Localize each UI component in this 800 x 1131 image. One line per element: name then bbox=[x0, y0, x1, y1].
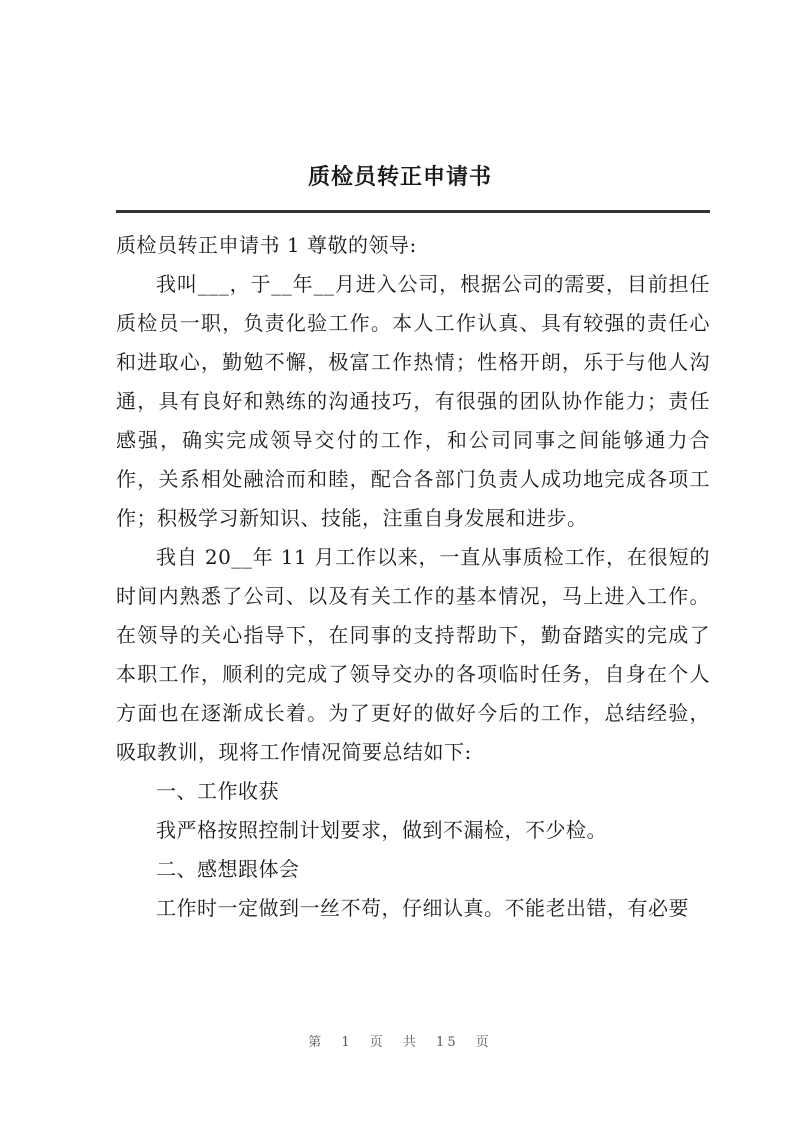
title-divider bbox=[116, 210, 710, 213]
introduction-paragraph: 我叫___，于__年__月进入公司，根据公司的需要，目前担任质检员一职，负责化验工作。本人工作认真、具有较强的责任心和进取心，勤勉不懈，极富工作热情；性格开朗，乐于与他人沟通，具有良好和熟练的沟通技巧，有很强的团队协作能力；责任感强，确实完成领导交付的工作，和公司同事之间能够通力合作，关系相处融洽而和睦，配合各部门负责人成功地完成各项工作；积极学习新知识、技能，注重自身发展和进步。 bbox=[116, 272, 710, 530]
reflections-paragraph: 工作时一定做到一丝不苟，仔细认真。不能老出错，有必要 bbox=[156, 896, 689, 920]
page-number-footer: 第 1 页 共 15 页 bbox=[308, 1035, 492, 1050]
document-body bbox=[116, 226, 710, 928]
work-summary-paragraph: 我自 20__年 11 月工作以来，一直从事质检工作，在很短的时间内熟悉了公司、以及有关工作的基本情况，马上进入工作。在领导的关心指导下，在同事的支持帮助下，勤奋踏实的完成了本职工作，顺利的完成了领导交办的各项临时任务，自身在个人方面也在逐渐成长着。为了更好的做好今后的工作，总结经验，吸取教训，现将工作情况简要总结如下: bbox=[116, 545, 710, 764]
document-title: 质检员转正申请书 bbox=[307, 165, 492, 190]
gains-paragraph: 我严格按照控制计划要求，做到不漏检，不少检。 bbox=[156, 818, 607, 842]
salutation-paragraph: 质检员转正申请书 1 尊敬的领导: bbox=[116, 233, 417, 257]
section-heading-reflections: 二、感想跟体会 bbox=[156, 857, 300, 881]
section-heading-gains: 一、工作收获 bbox=[156, 779, 279, 803]
